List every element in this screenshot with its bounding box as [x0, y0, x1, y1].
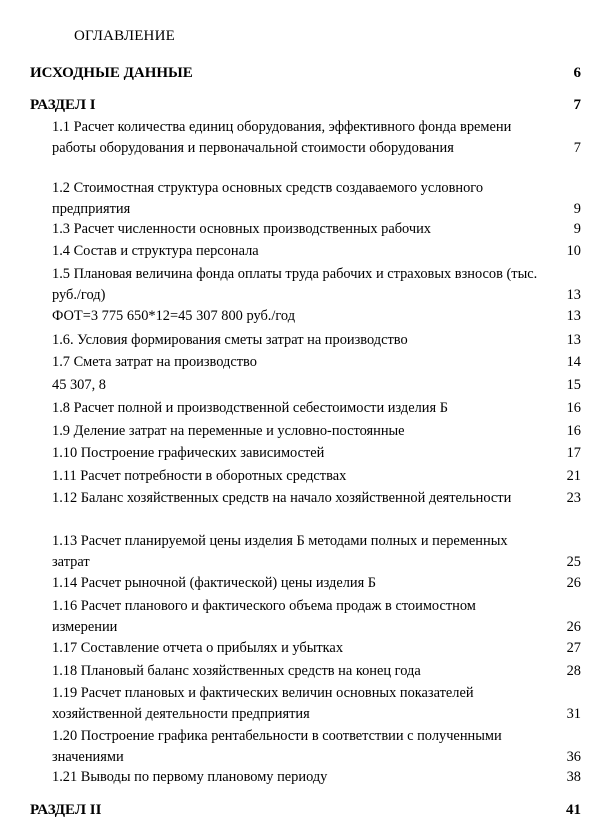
- section-label: РАЗДЕЛ I: [30, 97, 96, 113]
- entry-text: 1.16 Расчет планового и фактического объема продаж в стоимостном измерении: [52, 598, 476, 635]
- entry-page: 13: [566, 308, 581, 324]
- toc-entry-1-10[interactable]: [52, 443, 581, 464]
- toc-entry-fot[interactable]: [52, 306, 581, 327]
- entry-page: 16: [566, 400, 581, 416]
- toc-entry-1-12[interactable]: [52, 488, 581, 509]
- toc-entry-1-18[interactable]: [52, 661, 581, 682]
- entry-text: 1.17 Составление отчета о прибылях и убытках: [52, 640, 344, 656]
- toc-entry-value[interactable]: [52, 375, 581, 396]
- entry-text: 1.21 Выводы по первому плановому периоду: [52, 769, 328, 785]
- section-label: РАЗДЕЛ II: [30, 802, 102, 818]
- entry-text: 1.18 Плановый баланс хозяйственных средств на конец года: [52, 663, 421, 679]
- entry-page: 13: [566, 332, 581, 348]
- entry-page: 26: [566, 618, 581, 635]
- entry-text: 1.7 Смета затрат на производство: [52, 354, 257, 370]
- entry-page: 10: [566, 243, 581, 259]
- toc-entry-1-9[interactable]: [52, 421, 581, 442]
- entry-text: 1.9 Деление затрат на переменные и условно-постоянные: [52, 423, 405, 439]
- entry-text: 1.12 Баланс хозяйственных средств на начало хозяйственной деятельности: [52, 490, 512, 506]
- entry-page: 15: [566, 377, 581, 393]
- toc-entry-1-7[interactable]: [52, 352, 581, 373]
- section-page: 7: [573, 97, 581, 113]
- entry-text: 1.4 Состав и структура персонала: [52, 243, 259, 259]
- toc-entry-1-16[interactable]: [52, 596, 581, 637]
- entry-page: 16: [566, 423, 581, 439]
- entry-page: 13: [566, 286, 581, 303]
- entry-page: 14: [566, 354, 581, 370]
- entry-page: 31: [566, 705, 581, 722]
- section-page: 41: [566, 802, 581, 818]
- entry-page: 26: [566, 575, 581, 591]
- entry-text: 1.8 Расчет полной и производственной себестоимости изделия Б: [52, 400, 448, 416]
- entry-text: 1.3 Расчет численности основных производственных рабочих: [52, 221, 431, 237]
- section-page: 6: [573, 65, 581, 81]
- entry-text: 1.1 Расчет количества единиц оборудования, эффективного фонда времени работы оборудования и первоначальной стоимости оборудования: [52, 119, 512, 156]
- toc-entry-1-13[interactable]: [52, 531, 581, 572]
- toc-entry-1-5[interactable]: [52, 264, 581, 305]
- toc-title: ОГЛАВЛЕНИЕ: [74, 28, 175, 44]
- entry-text: 1.6. Условия формирования сметы затрат на производство: [52, 332, 408, 348]
- toc-entry-1-19[interactable]: [52, 683, 581, 724]
- toc-entry-1-17[interactable]: [52, 638, 581, 659]
- toc-entry-1-20[interactable]: [52, 726, 581, 767]
- entry-page: 36: [566, 748, 581, 765]
- toc-entry-1-1[interactable]: [52, 117, 581, 158]
- entry-text: 1.5 Плановая величина фонда оплаты труда рабочих и страховых взносов (тыс. руб./год): [52, 266, 538, 303]
- entry-text: ФОТ=3 775 650*12=45 307 800 руб./год: [52, 308, 296, 324]
- entry-page: 38: [566, 769, 581, 785]
- entry-page: 17: [566, 445, 581, 461]
- entry-page: 25: [566, 553, 581, 570]
- toc-section-initial-data[interactable]: [30, 63, 581, 83]
- entry-text: 45 307, 8: [52, 377, 106, 393]
- entry-text: 1.20 Построение графика рентабельности в соответствии с полученными значениями: [52, 728, 502, 765]
- toc-section-1[interactable]: [30, 95, 581, 115]
- toc-entry-1-4[interactable]: [52, 241, 581, 262]
- entry-page: 21: [566, 468, 581, 484]
- entry-text: 1.2 Стоимостная структура основных средств создаваемого условного предприятия: [52, 180, 484, 217]
- entry-text: 1.19 Расчет плановых и фактических величин основных показателей хозяйственной деятельности предприятия: [52, 685, 474, 722]
- entry-page: 9: [573, 221, 581, 237]
- toc-entry-1-8[interactable]: [52, 398, 581, 419]
- entry-text: 1.14 Расчет рыночной (фактической) цены изделия Б: [52, 575, 377, 591]
- toc-entry-1-14[interactable]: [52, 573, 581, 594]
- toc-section-2[interactable]: [30, 800, 581, 820]
- toc-entry-1-3[interactable]: [52, 219, 581, 240]
- entry-page: 9: [573, 200, 581, 217]
- entry-text: 1.11 Расчет потребности в оборотных средствах: [52, 468, 347, 484]
- section-label: ИСХОДНЫЕ ДАННЫЕ: [30, 65, 193, 81]
- entry-page: 23: [566, 490, 581, 506]
- entry-page: 28: [566, 663, 581, 679]
- toc-entry-1-2[interactable]: [52, 178, 581, 219]
- entry-page: 27: [566, 640, 581, 656]
- entry-page: 7: [573, 139, 581, 156]
- toc-entry-1-21[interactable]: [52, 767, 581, 788]
- toc-entry-1-6[interactable]: [52, 330, 581, 351]
- toc-entry-1-11[interactable]: [52, 466, 581, 487]
- entry-text: 1.10 Построение графических зависимостей: [52, 445, 325, 461]
- entry-text: 1.13 Расчет планируемой цены изделия Б методами полных и переменных затрат: [52, 533, 508, 570]
